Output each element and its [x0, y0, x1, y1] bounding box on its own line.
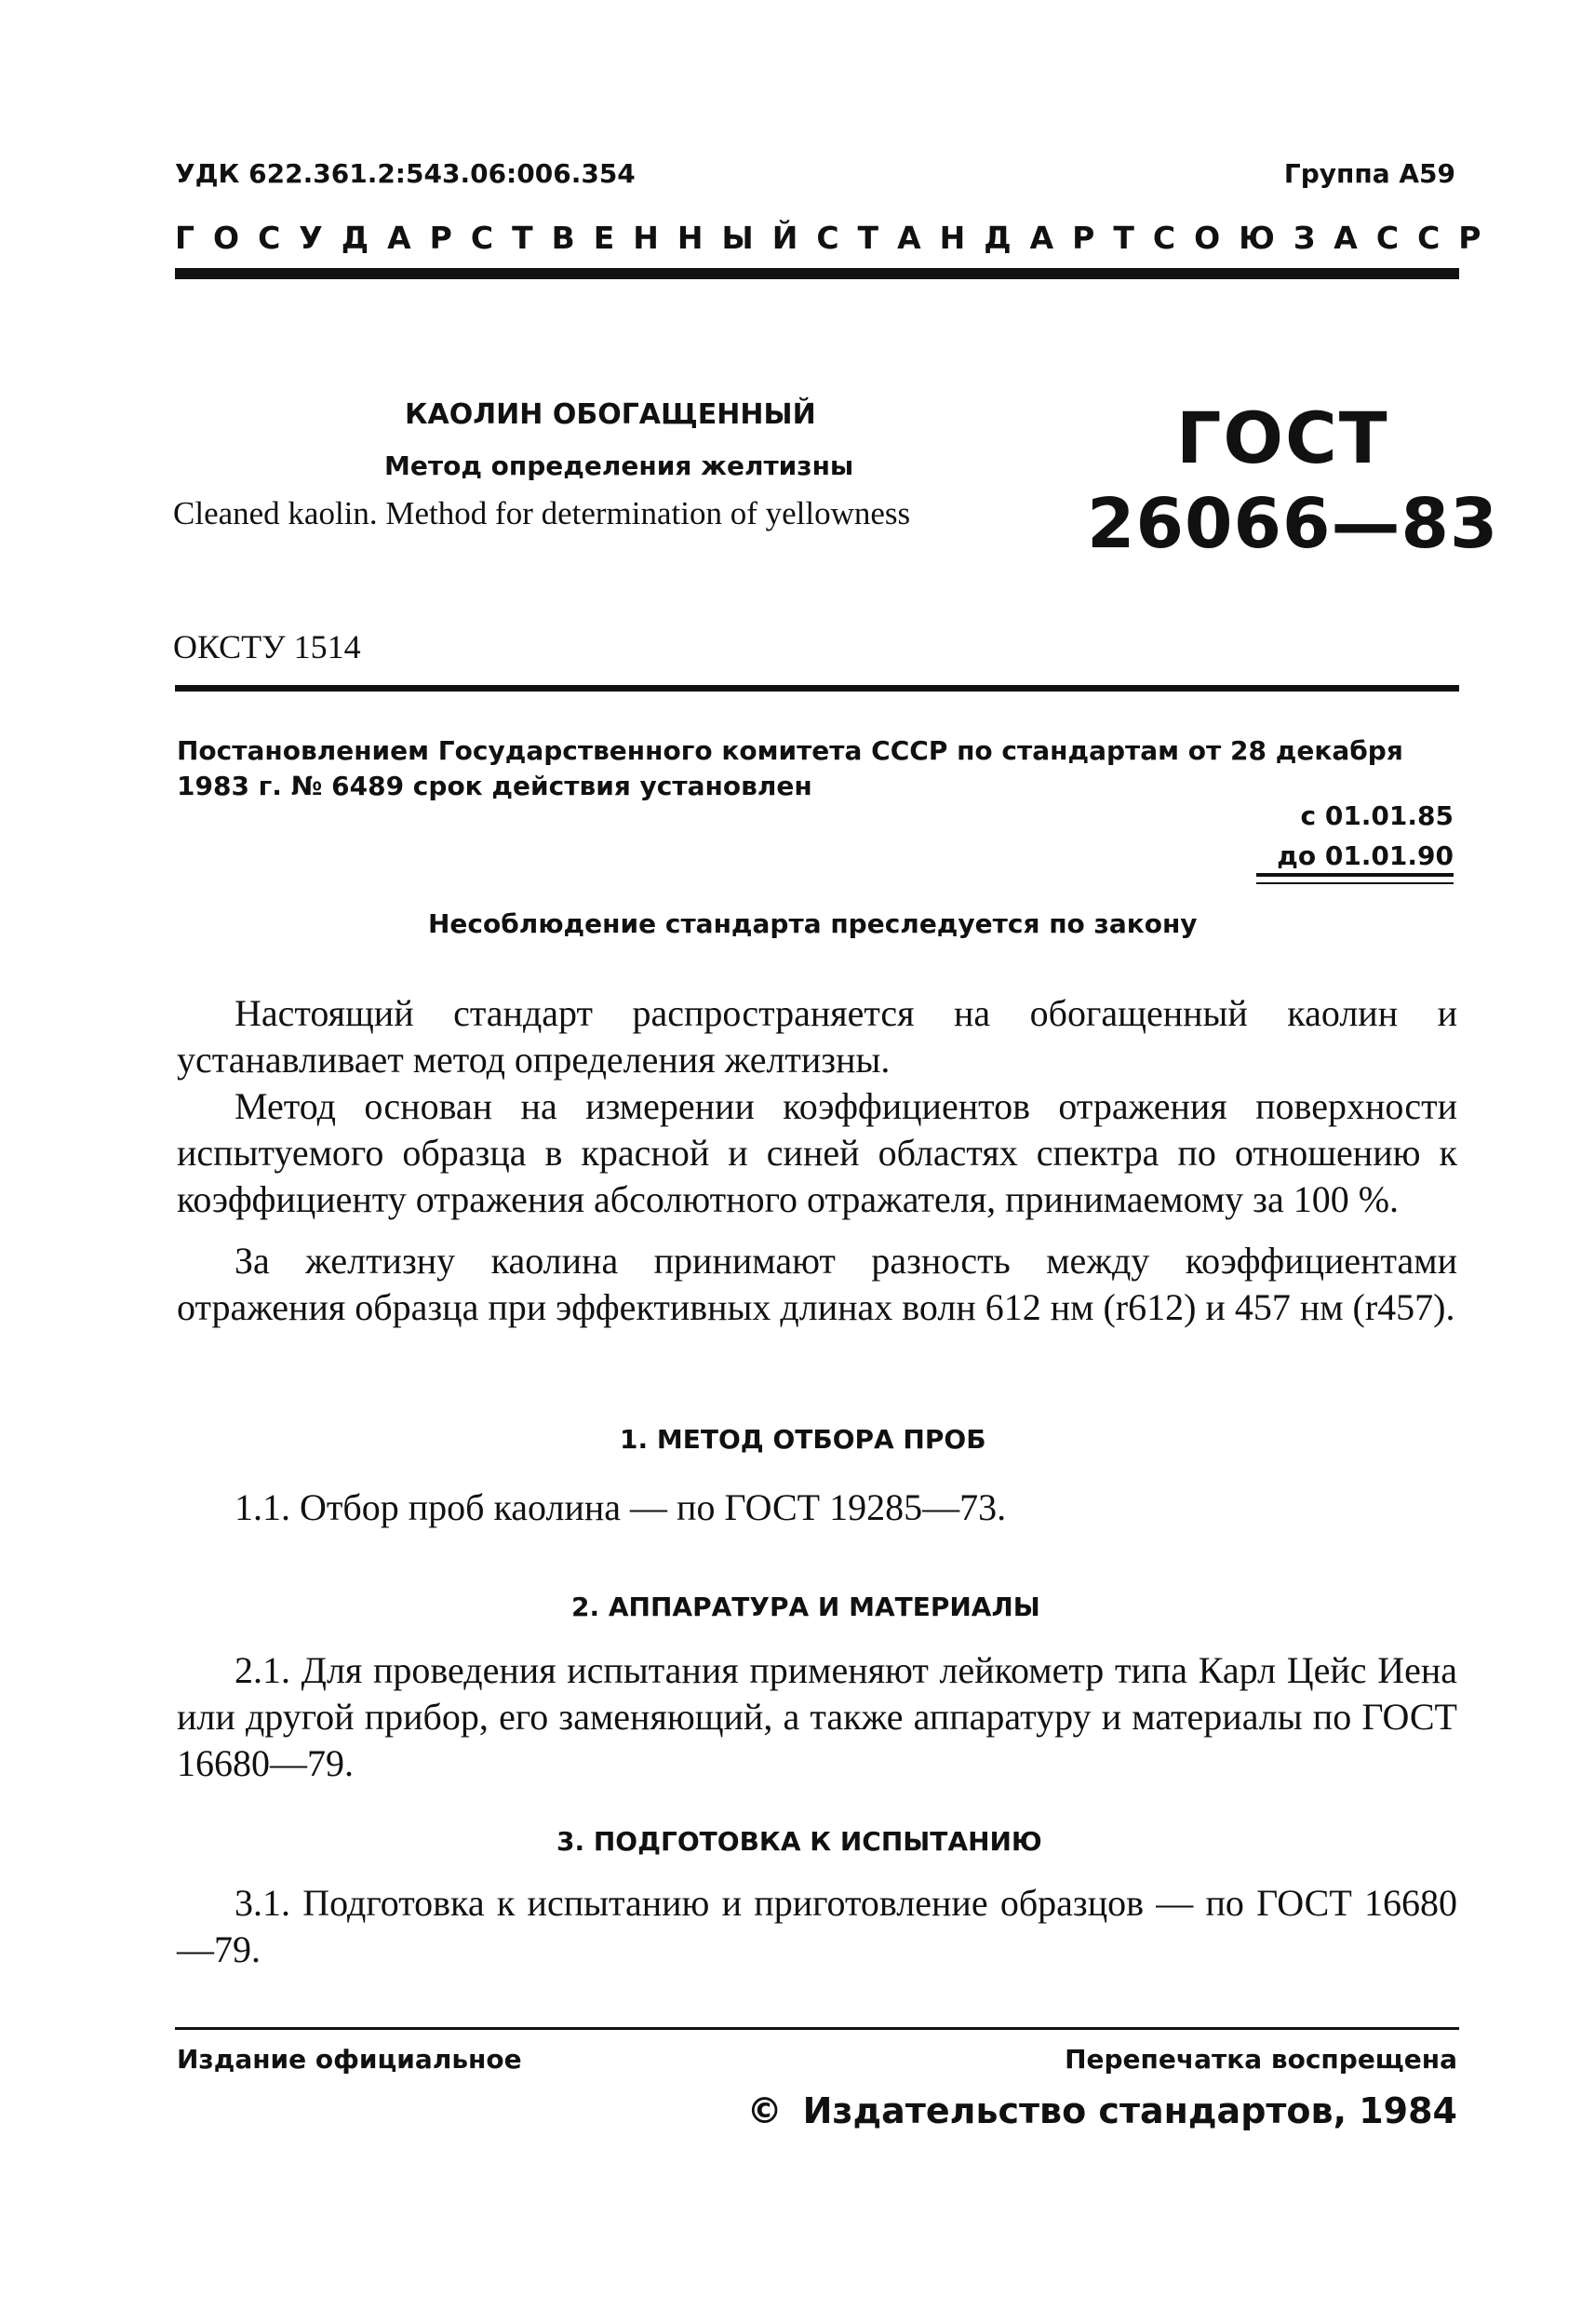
- reprint-notice: Перепечатка воспрещена: [1065, 2044, 1457, 2075]
- section-heading: 1. МЕТОД ОТБОРА ПРОБ: [620, 1424, 986, 1455]
- section-text: 2.1. Для проведения испытания применяют лейкометр типа Карл Цейс Иена или другой прибор, его заменяющий, а также аппаратуру и материалы по ГОСТ 16680—79.: [177, 1649, 1457, 1784]
- banner-word: СТАНДАРТ: [816, 220, 1153, 256]
- intro-paragraph: Настоящий стандарт распространяется на обогащенный каолин и устанавливает метод определения желтизны.: [177, 992, 1457, 1081]
- document-title: КАОЛИН ОБОГАЩЕННЫЙ: [405, 398, 816, 431]
- date-underline: [1256, 882, 1454, 884]
- okstu-code: ОКСТУ 1514: [173, 628, 361, 665]
- document-title-english: Cleaned kaolin. Method for determination of yellowness: [173, 495, 911, 531]
- footer-rule: [175, 2027, 1459, 2030]
- gost-number: 26066—83: [1087, 484, 1499, 564]
- banner-word: СОЮЗА: [1152, 220, 1376, 256]
- gost-label: ГОСТ: [1176, 396, 1389, 479]
- banner-word: ССР: [1375, 220, 1500, 256]
- section-text: 3.1. Подготовка к испытанию и приготовление образцов — по ГОСТ 16680—79.: [177, 1882, 1457, 1970]
- banner-word: ГОСУДАРСТВЕННЫЙ: [175, 220, 817, 256]
- intro-paragraph: За желтизну каолина принимают разность между коэффициентами отражения образца при эффективных длинах волн 612 нм (r612) и 457 нм (r457).: [177, 1240, 1457, 1328]
- decree-text: Постановлением Государственного комитета СССР по стандартам от 28 декабря 1983 г. № 6489 срок действия установлен: [177, 735, 1403, 801]
- group-code: Группа А59: [1283, 158, 1455, 189]
- state-standard-banner: [175, 220, 1500, 256]
- section-heading: 3. ПОДГОТОВКА К ИСПЫТАНИЮ: [556, 1826, 1042, 1857]
- copyright-icon: ©: [746, 2090, 783, 2131]
- date-to: до 01.01.90: [1277, 840, 1454, 871]
- udk-code: УДК 622.361.2:543.06:006.354: [175, 158, 636, 189]
- section-heading: 2. АППАРАТУРА И МАТЕРИАЛЫ: [571, 1592, 1040, 1622]
- section-text: 1.1. Отбор проб каолина — по ГОСТ 19285—73.: [235, 1486, 1007, 1528]
- copyright-line: [747, 2090, 1457, 2131]
- okstu-rule: [175, 685, 1459, 692]
- law-notice: Несоблюдение стандарта преследуется по закону: [428, 908, 1198, 939]
- document-subtitle: Метод определения желтизны: [384, 450, 854, 481]
- date-from: с 01.01.85: [1300, 800, 1454, 831]
- edition-label: Издание официальное: [177, 2044, 522, 2075]
- intro-paragraph: Метод основан на измерении коэффициентов отражения поверхности испытуемого образца в красной и синей областях спектра по отношению к коэффициенту отражения абсолютного отражателя, принимаемому за 100 %.: [177, 1085, 1457, 1220]
- date-underline: [1256, 873, 1454, 877]
- publisher-name: Издательство стандартов, 1984: [802, 2090, 1457, 2131]
- header-thick-rule: [175, 268, 1459, 279]
